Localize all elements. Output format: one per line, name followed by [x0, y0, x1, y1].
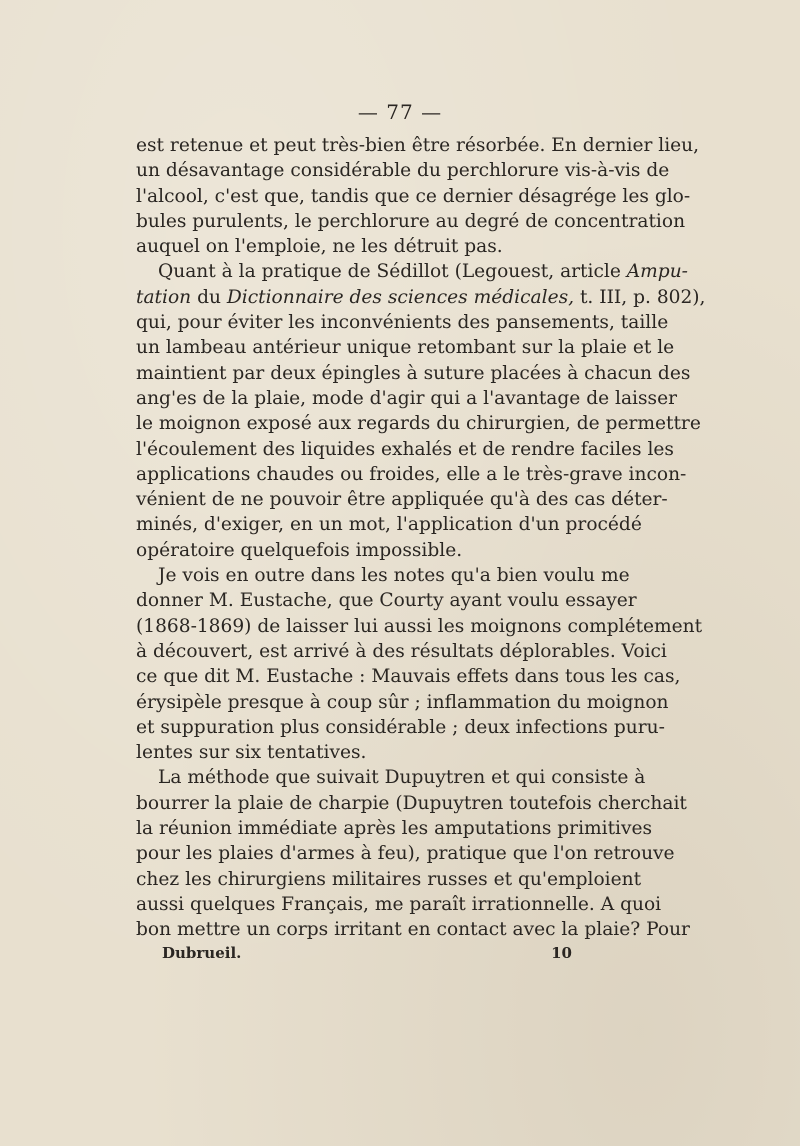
text-line: opératoire quelquefois impossible.: [136, 539, 463, 561]
text-line: Je vois en outre dans les notes qu'a bien voulu me: [158, 565, 630, 587]
text-line: applications chaudes ou froides, elle a le très-grave incon-: [136, 463, 687, 485]
text-line: à découvert, est arrivé à des résultats déplorables. Voici: [136, 640, 667, 662]
text-line: bon mettre un corps irritant en contact avec la plaie? Pour: [136, 919, 690, 941]
text-line: tation du Dictionnaire des sciences médicales, t. III, p. 802),: [136, 286, 706, 308]
text-line: l'alcool, c'est que, tandis que ce dernier désagrége les glo-: [136, 185, 691, 207]
text-line: auquel on l'emploie, ne les détruit pas.: [136, 236, 503, 258]
paragraph: [136, 133, 700, 259]
text-line: est retenue et peut très-bien être résorbée. En dernier lieu,: [136, 135, 700, 156]
text-line: aussi quelques Français, me paraît irrationnelle. A quoi: [136, 893, 662, 915]
text-line: lentes sur six tentatives.: [136, 742, 367, 764]
text-line: pour les plaies d'armes à feu), pratique que l'on retrouve: [136, 843, 675, 865]
text-line: ang'es de la plaie, mode d'agir qui a l'avantage de laisser: [136, 387, 677, 409]
printer-signature: Dubrueil.: [162, 944, 242, 962]
text-line: et suppuration plus considérable ; deux infections puru-: [136, 716, 665, 738]
text-line: qui, pour éviter les inconvénients des pansements, taille: [136, 312, 669, 334]
paragraph: [136, 765, 690, 942]
body-text: [136, 133, 706, 943]
text-line: bules purulents, le perchlorure au degré de concentration: [136, 210, 686, 232]
text-line: maintient par deux épingles à suture placées à chacun des: [136, 362, 691, 384]
text-line: un désavantage considérable du perchlorure vis-à-vis de: [136, 160, 670, 182]
text-line: ce que dit M. Eustache : Mauvais effets dans tous les cas,: [136, 666, 681, 688]
text-line: La méthode que suivait Dupuytren et qui consiste à: [158, 767, 646, 789]
text-line: donner M. Eustache, que Courty ayant voulu essayer: [136, 590, 637, 612]
text-line: le moignon exposé aux regards du chirurgien, de permettre: [136, 413, 701, 435]
text-line: bourrer la plaie de charpie (Dupuytren toutefois cherchait: [136, 792, 687, 814]
paragraph: [136, 259, 706, 563]
text-line: Quant à la pratique de Sédillot (Legouest, article Ampu-: [158, 261, 688, 283]
text-line: (1868-1869) de laisser lui aussi les moignons complétement: [136, 615, 703, 637]
text-line: la réunion immédiate après les amputations primitives: [136, 818, 653, 840]
text-line: l'écoulement des liquides exhalés et de rendre faciles les: [136, 438, 674, 460]
text-line: érysipèle presque à coup sûr ; inflammation du moignon: [136, 691, 669, 713]
text-line: vénient de ne pouvoir être appliquée qu'à des cas déter-: [136, 489, 668, 511]
text-line: un lambeau antérieur unique retombant sur la plaie et le: [136, 337, 675, 359]
text-line: chez les chirurgiens militaires russes et qu'emploient: [136, 868, 642, 890]
page-number: — 77 —: [357, 100, 443, 124]
text-line: minés, d'exiger, en un mot, l'application d'un procédé: [136, 514, 642, 536]
sheet-number: 10: [551, 944, 572, 962]
paragraph: [136, 563, 703, 765]
